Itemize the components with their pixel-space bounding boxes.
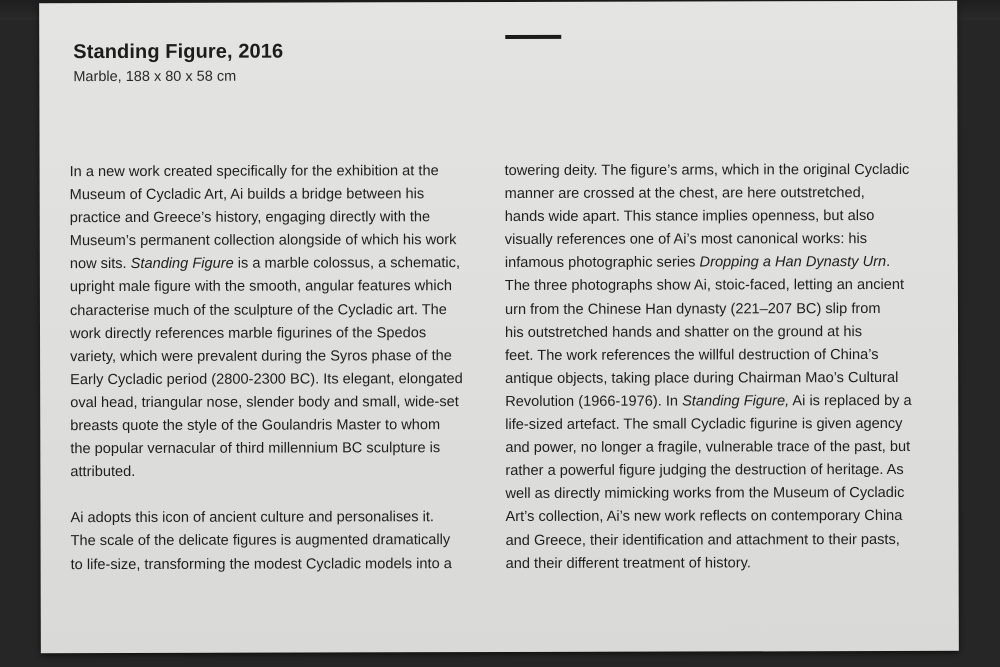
text-line: antique objects, taking place during Chairman Mao’s Cultural	[505, 369, 899, 387]
text-line: Ai adopts this icon of ancient culture and personalises it.	[70, 509, 434, 527]
paragraph	[505, 159, 936, 576]
text-line: Early Cycladic period (2800-2300 BC). Its elegant, elongated	[70, 370, 463, 388]
artwork-materials: Marble, 188 x 80 x 58 cm	[73, 68, 237, 86]
text-line: characterise much of the sculpture of the Cycladic art. The	[69, 301, 447, 319]
text-line: The scale of the delicate figures is augmented dramatically	[70, 532, 451, 550]
text-line: manner are crossed at the chest, are here outstretched,	[504, 185, 865, 203]
text-line: his outstretched hands and shatter on the ground at his	[504, 323, 863, 341]
italic-title: Dropping a Han Dynasty Urn	[699, 254, 887, 271]
text-line: and power, no longer a fragile, vulnerable trace of the past, but	[505, 439, 911, 457]
text-line: Art’s collection, Ai’s new work reflects on contemporary China	[505, 508, 903, 526]
accent-bar	[505, 35, 561, 39]
text-line: upright male figure with the smooth, angular features which	[69, 278, 452, 296]
text-run: infamous photographic series	[504, 254, 700, 272]
text-line: work directly references marble figurines of the Spedos	[69, 324, 427, 342]
text-run: Revolution (1966-1976). In	[505, 393, 683, 410]
text-line: oval head, triangular nose, slender body and small, wide-set	[70, 394, 459, 412]
text-column-left	[70, 160, 481, 577]
text-line: In a new work created specifically for the exhibition at the	[69, 163, 439, 181]
text-line	[505, 390, 935, 414]
text-line	[505, 251, 935, 275]
text-run: is a marble colossus, a schematic,	[233, 255, 461, 273]
italic-title: Standing Figure,	[682, 393, 790, 410]
text-line: The three photographs show Ai, stoic-faced, letting an ancient	[504, 277, 905, 295]
text-run: now sits.	[69, 256, 131, 273]
text-run: .	[886, 254, 891, 271]
text-line: practice and Greece’s history, engaging directly with the	[69, 209, 431, 227]
italic-title: Standing Figure	[130, 256, 234, 273]
text-line: visually references one of Ai’s most canonical works: his	[504, 231, 868, 249]
artwork-title: Standing Figure, 2016	[73, 40, 284, 64]
text-line: Museum of Cycladic Art, Ai builds a bridge between his	[69, 186, 425, 204]
text-line: attributed.	[70, 464, 136, 481]
text-line: breasts quote the style of the Goulandris Master to whom	[70, 417, 441, 435]
text-line: to life-size, transforming the modest Cycladic models into a	[70, 555, 452, 573]
text-line: and their different treatment of history.	[505, 554, 751, 572]
text-line: the popular vernacular of third millennium BC sculpture is	[70, 440, 441, 458]
text-run: Ai is replaced by a	[789, 392, 912, 410]
paragraph	[70, 160, 481, 484]
text-line: and Greece, their identification and attachment to their pasts,	[505, 531, 900, 549]
text-line: towering deity. The figure’s arms, which in the original Cycladic	[504, 161, 910, 179]
text-line: rather a powerful figure judging the destruction of heritage. As	[505, 462, 904, 480]
text-line: feet. The work references the willful destruction of China’s	[505, 346, 879, 364]
paragraph	[70, 506, 480, 576]
text-line: Museum’s permanent collection alongside of which his work	[69, 232, 457, 250]
exhibition-label-card	[39, 1, 959, 653]
text-line: variety, which were prevalent during the Syros phase of the	[70, 347, 452, 365]
text-line: life-sized artefact. The small Cycladic figurine is given agency	[505, 415, 903, 434]
text-line: urn from the Chinese Han dynasty (221–207 BC) slip from	[504, 300, 881, 318]
text-column-right	[505, 159, 936, 576]
text-line: well as directly mimicking works from the Museum of Cycladic	[505, 485, 905, 503]
text-line: hands wide apart. This stance implies openness, but also	[504, 208, 875, 226]
text-line	[70, 252, 480, 276]
